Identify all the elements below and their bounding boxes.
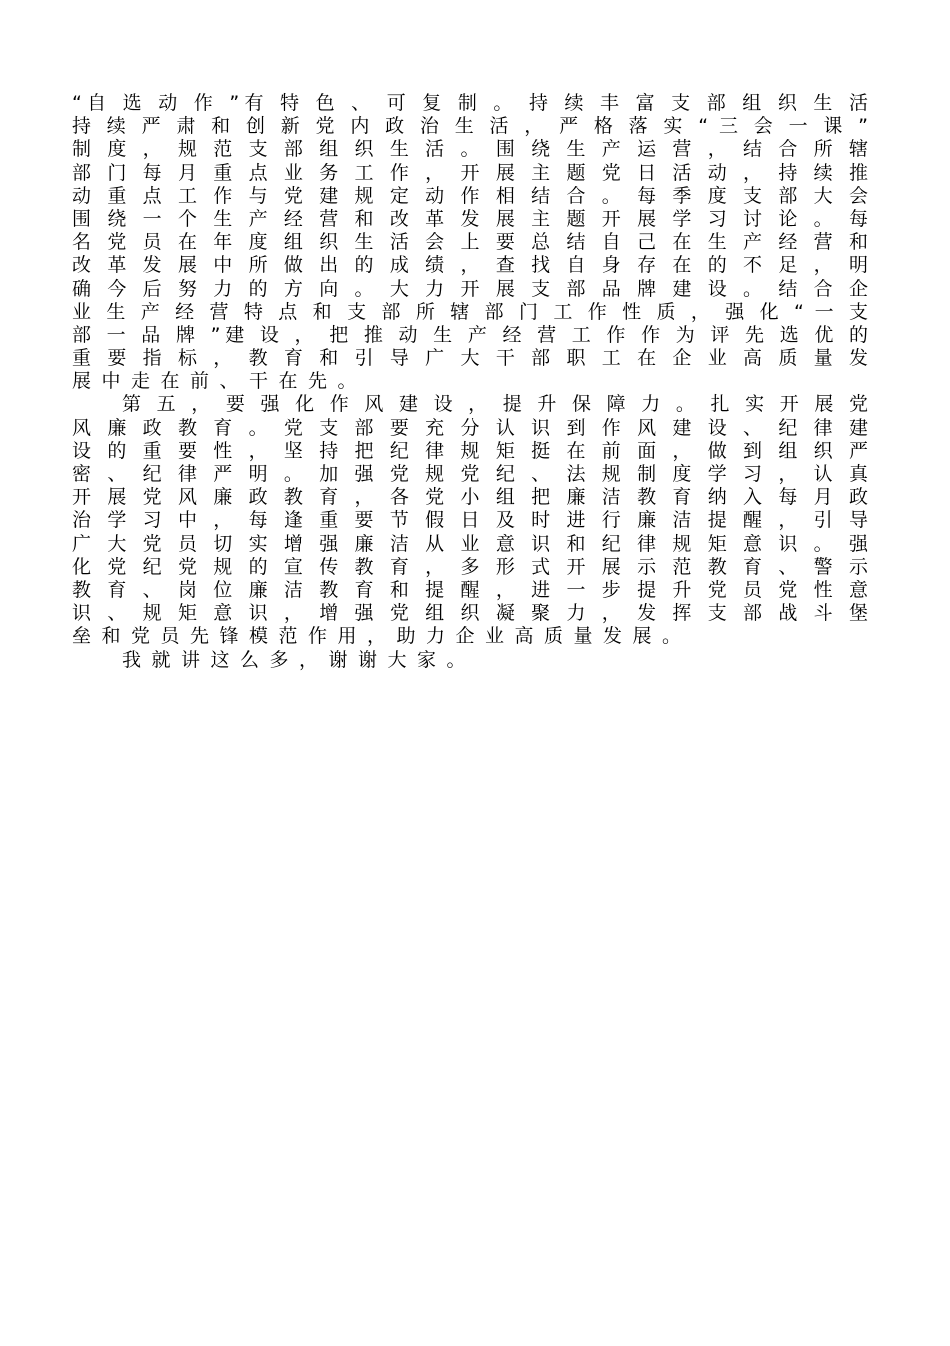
paragraph-line: 确 今 后 努 力 的 方 向 。 大 力 开 展 支 部 品 牌 建 设 。 结 合 企 bbox=[72, 277, 868, 300]
paragraph-line: “自 选 动 作 ”有 特 色 、 可 复 制 。 持 续 丰 富 支 部 组 织 生 活 bbox=[72, 92, 868, 114]
paragraph-line: 动 重 点 工 作 与 党 建 规 定 动 作 相 结 合 。 每 季 度 支 部 大 会 bbox=[72, 184, 868, 207]
paragraph-line: 改 革 发 展 中 所 做 出 的 成 绩 ， 查 找 自 身 存 在 的 不 足 ， 明 bbox=[72, 254, 868, 277]
paragraph-line: 部 一 品 牌 ”建 设 ， 把 推 动 生 产 经 营 工 作 作 为 评 先 选 优 的 bbox=[72, 323, 868, 346]
document-body bbox=[72, 92, 868, 672]
paragraph-line: 密 、 纪 律 严 明 。 加 强 党 规 党 纪 、 法 规 制 度 学 习 ， 认 真 bbox=[72, 463, 868, 485]
paragraph-line: 化 党 纪 党 规 的 宣 传 教 育 ， 多 形 式 开 展 示 范 教 育 、 警 示 bbox=[72, 555, 868, 578]
paragraph-line: 教 育 、 岗 位 廉 洁 教 育 和 提 醒 ， 进 一 步 提 升 党 员 党 性 意 bbox=[72, 578, 868, 601]
paragraph-line: 第 五 ， 要 强 化 作 风 建 设 ， 提 升 保 障 力 。 扎 实 开 展 党 bbox=[122, 393, 868, 416]
paragraph-line: 名 党 员 在 年 度 组 织 生 活 会 上 要 总 结 自 己 在 生 产 经 营 和 bbox=[72, 231, 868, 254]
paragraph-line: 制 度 ， 规 范 支 部 组 织 生 活 。 围 绕 生 产 运 营 ， 结 合 所 辖 bbox=[72, 138, 868, 161]
paragraph-line: 持 续 严 肃 和 创 新 党 内 政 治 生 活 ， 严 格 落 实 “ 三 会 一 课 ” bbox=[72, 115, 868, 138]
paragraph-line: 识 、 规 矩 意 识 ， 增 强 党 组 织 凝 聚 力 ， 发 挥 支 部 战 斗 堡 bbox=[72, 602, 868, 625]
paragraph-line: 设 的 重 要 性 ， 坚 持 把 纪 律 规 矩 挺 在 前 面 ， 做 到 组 织 严 bbox=[72, 439, 868, 462]
paragraph-line: 业 生 产 经 营 特 点 和 支 部 所 辖 部 门 工 作 性 质 ， 强 化 “ 一 支 bbox=[72, 300, 868, 323]
paragraph-line: 风 廉 政 教 育 。 党 支 部 要 充 分 认 识 到 作 风 建 设 、 纪 律 建 bbox=[72, 416, 868, 439]
paragraph-line: 展中走在前、干在先。 bbox=[72, 370, 368, 393]
paragraph-line: 重 要 指 标 ， 教 育 和 引 导 广 大 干 部 职 工 在 企 业 高 质 量 发 bbox=[72, 347, 868, 370]
paragraph-line: 广 大 党 员 切 实 增 强 廉 洁 从 业 意 识 和 纪 律 规 矩 意 识 。 强 bbox=[72, 532, 868, 555]
paragraph-line: 我就讲这么多，谢谢大家。 bbox=[122, 648, 477, 671]
paragraph-line: 开 展 党 风 廉 政 教 育 ， 各 党 小 组 把 廉 洁 教 育 纳 入 每 月 政 bbox=[72, 486, 868, 509]
paragraph-line: 治 学 习 中 ， 每 逢 重 要 节 假 日 及 时 进 行 廉 洁 提 醒 ， 引 导 bbox=[72, 509, 868, 532]
paragraph-line: 围 绕 一 个 生 产 经 营 和 改 革 发 展 主 题 开 展 学 习 讨 论 。 每 bbox=[72, 207, 868, 230]
paragraph-line: 垒和党员先锋模范作用，助力企业高质量发展。 bbox=[72, 625, 692, 648]
paragraph-line: 部 门 每 月 重 点 业 务 工 作 ， 开 展 主 题 党 日 活 动 ， 持 续 推 bbox=[72, 161, 868, 184]
